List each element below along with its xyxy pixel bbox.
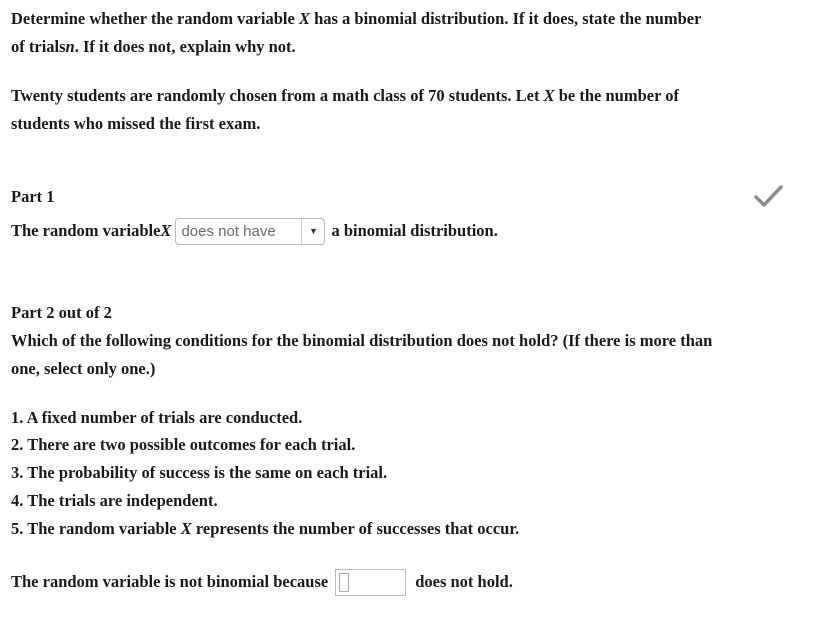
scenario-line-1 — [11, 82, 679, 110]
instructions-text: . If it does not, explain why not. — [74, 37, 296, 56]
variable-x: X — [543, 86, 555, 105]
scenario-line-2: students who missed the first exam. — [11, 114, 261, 133]
answer-text: does not hold. — [415, 572, 513, 591]
part1-text: The random variable — [11, 221, 161, 240]
dropdown-arrow-icon[interactable]: ▼ — [308, 226, 318, 236]
condition-item: 4. The trials are independent. — [11, 491, 218, 510]
condition-item — [11, 515, 519, 543]
scenario-text: be the number of — [554, 86, 679, 105]
part2-title: Part 2 out of 2 — [11, 303, 112, 322]
part1-sentence — [11, 217, 498, 245]
variable-x: X — [180, 519, 192, 538]
condition-item: 3. The probability of success is the same on each trial. — [11, 463, 388, 482]
instructions-text: Determine whether the random variable — [11, 9, 299, 28]
variable-x: X — [298, 9, 310, 28]
question-line-1: Which of the following conditions for the binomial distribution does not hold? (If there is more than — [11, 331, 713, 350]
part1-text: a binomial distribution. — [331, 221, 498, 240]
condition-text: represents the number of successes that occur. — [191, 519, 520, 538]
scenario-text: Twenty students are randomly chosen from a math class of 70 students. Let — [11, 86, 544, 105]
variable-n: n — [65, 37, 75, 56]
variable-x: X — [160, 221, 172, 240]
instructions-line-2 — [11, 33, 296, 61]
instructions-line-1 — [11, 5, 701, 33]
text-cursor — [339, 573, 349, 592]
instructions-text: of trials — [11, 37, 66, 56]
answer-sentence — [11, 568, 513, 596]
distribution-dropdown[interactable] — [175, 218, 325, 245]
condition-item: 2. There are two possible outcomes for each trial. — [11, 435, 356, 454]
dropdown-selected-value: does not have — [176, 219, 302, 244]
condition-text: 5. The random variable — [11, 519, 181, 538]
condition-number-input[interactable] — [335, 569, 406, 596]
checkmark-icon — [754, 184, 784, 210]
question-line-2: one, select only one.) — [11, 359, 156, 378]
condition-item: 1. A fixed number of trials are conducted. — [11, 408, 303, 427]
answer-text: The random variable is not binomial because — [11, 572, 329, 591]
instructions-text: has a binomial distribution. If it does, state the number — [309, 9, 702, 28]
part1-title: Part 1 — [11, 187, 55, 206]
